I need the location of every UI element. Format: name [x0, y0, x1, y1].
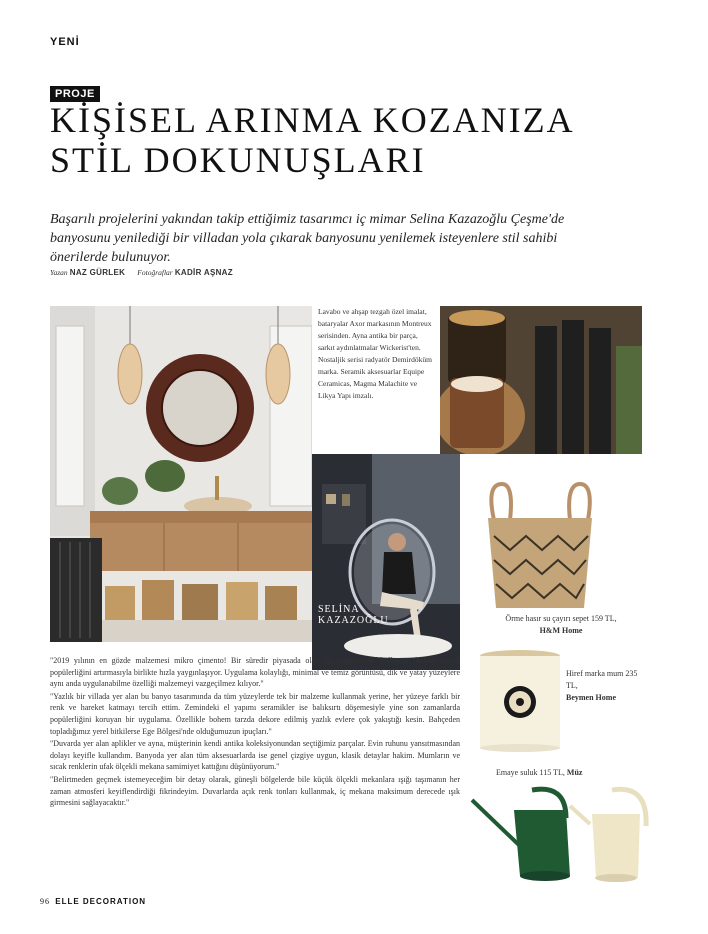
- body-paragraph-2: "Yazlık bir villada yer alan bu banyo tasarımında da tüm yüzeylerde tek bir malzeme kullanmak yerine, her yüzeye farklı bir renk ve hareket katmayı tercih ettim. Zemindeki el yapımı seramikler ise balıksırtı döşemesiyle yine son zamanlarda popülerliğini koruyan bir uygulama. Özellikle bohem tarzda dekore edilmiş yazlık evlere çok yakıştığı kesin. Bahçeden topladığımız yerel bitkilerse Ege Bölgesi'nde olduğumuzun ipuçları.": [50, 691, 460, 736]
- watering-cans-image: [470, 780, 650, 884]
- body-paragraph-1: "2019 yılının en gözde malzemesi mikro çimento! Bir süredir piyasada olan bu malzemenin kullanımı bohem tarzın popülerliğini artırmasıyla birlikte hızla yaygınlaşıyor. Uygulama kolaylığı, minimal ve temiz görüntüsü, dik ve yatay yüzeylere aynı anda uygulanabilme özelliği malzemeyi vazgeçilmez kılıyor.": [50, 656, 460, 689]
- can-caption: [496, 767, 646, 779]
- photographer-label: Fotoğraflar: [137, 268, 173, 277]
- photo-caption: Lavabo ve ahşap tezgah özel imalat, bataryalar Axor markasının Montreux serisinden. Ayna antika bir parça, sarkıt aydınlatmalar Wickerist'ten. Nostaljik serisi radyatör Demirdöküm marka. Seramik aksesuarlar Equipe Ceramicas, Magma Malachite ve Likya Yapı imzalı.: [318, 307, 432, 400]
- title-line-1: KİŞİSEL ARINMA KOZANIZA: [50, 100, 575, 140]
- article-lead: Başarılı projelerini yakından takip ettiğimiz tasarımcı iç mimar Selina Kazazoğlu Çeşme'de banyosunu yenilediği bir villadan yola çıkarak banyosunu yenilemek isteyenlere stil sahibi önerilerde bulunuyor.: [50, 212, 565, 265]
- portrait-name-line-1: SELİNA: [318, 604, 360, 615]
- title-line-2: STİL DOKUNUŞLARI: [50, 140, 426, 180]
- candle-caption-text: Hiref marka mum 235 TL,: [566, 669, 638, 690]
- writer-label: Yazan: [50, 268, 68, 277]
- basket-illustration: [480, 480, 600, 612]
- candle-brand: Beymen Home: [566, 693, 616, 702]
- candle-illustration: [478, 648, 562, 752]
- candles-illustration: [440, 306, 642, 454]
- section-label: YENİ: [50, 36, 80, 48]
- article-title: [50, 100, 670, 180]
- can-caption-text: Emaye suluk 115 TL,: [496, 768, 565, 777]
- bathroom-photo: [50, 306, 312, 642]
- body-paragraph-4: "Belirtmeden geçmek istemeyeceğim bir detay olarak, güneşli bölgelerde bile küçük ölçekli mekanlara ışığı taşımanın her zaman atmosferi keyiflendirdiği fikrindeyim. Duvarlarda açık renk tonları kullanmak, iç mekana maksimum derecede ışık girmesini sağlayacaktır.": [50, 774, 460, 808]
- page-footer: [40, 897, 146, 906]
- basket-brand: H&M Home: [539, 626, 583, 635]
- portrait-name-line-2: KAZAZOĞLU: [318, 615, 389, 626]
- category-badge: PROJE: [50, 86, 100, 102]
- portrait-name-label: [318, 604, 389, 626]
- portrait-photo: [312, 454, 460, 670]
- page-number: 96: [40, 897, 50, 906]
- basket-caption-text: Örme hasır su çayırı sepet 159 TL,: [505, 614, 617, 623]
- candle-caption: [566, 668, 638, 704]
- candles-photo: [440, 306, 642, 454]
- watering-cans-illustration: [470, 780, 650, 884]
- magazine-name: ELLE DECORATION: [55, 897, 147, 906]
- photographer-name: KADİR AŞNAZ: [174, 268, 233, 277]
- body-paragraph-3: "Duvarda yer alan aplikler ve ayna, müşterinin kendi antika koleksiyonundan seçtiğimiz parçalar. Evin ruhunu yansıtmasından dolayı keyifle kullandım. Banyoda yer alan tüm aksesuarlarda ise genel çizgiye uygun, klasik detaylar hakim. Mumların ve sıcak renklerin ufak ölçekli mekana samimiyet kattığını düşünüyorum.": [50, 739, 460, 772]
- basket-caption: [476, 613, 646, 637]
- can-brand: Müz: [566, 768, 583, 777]
- basket-product-image: [480, 480, 600, 612]
- portrait-illustration: [312, 454, 460, 670]
- article-body: [50, 655, 460, 810]
- bathroom-illustration: [50, 306, 312, 642]
- credits: [50, 268, 243, 277]
- candle-product-image: [478, 648, 562, 752]
- writer-name: NAZ GÜRLEK: [69, 268, 126, 277]
